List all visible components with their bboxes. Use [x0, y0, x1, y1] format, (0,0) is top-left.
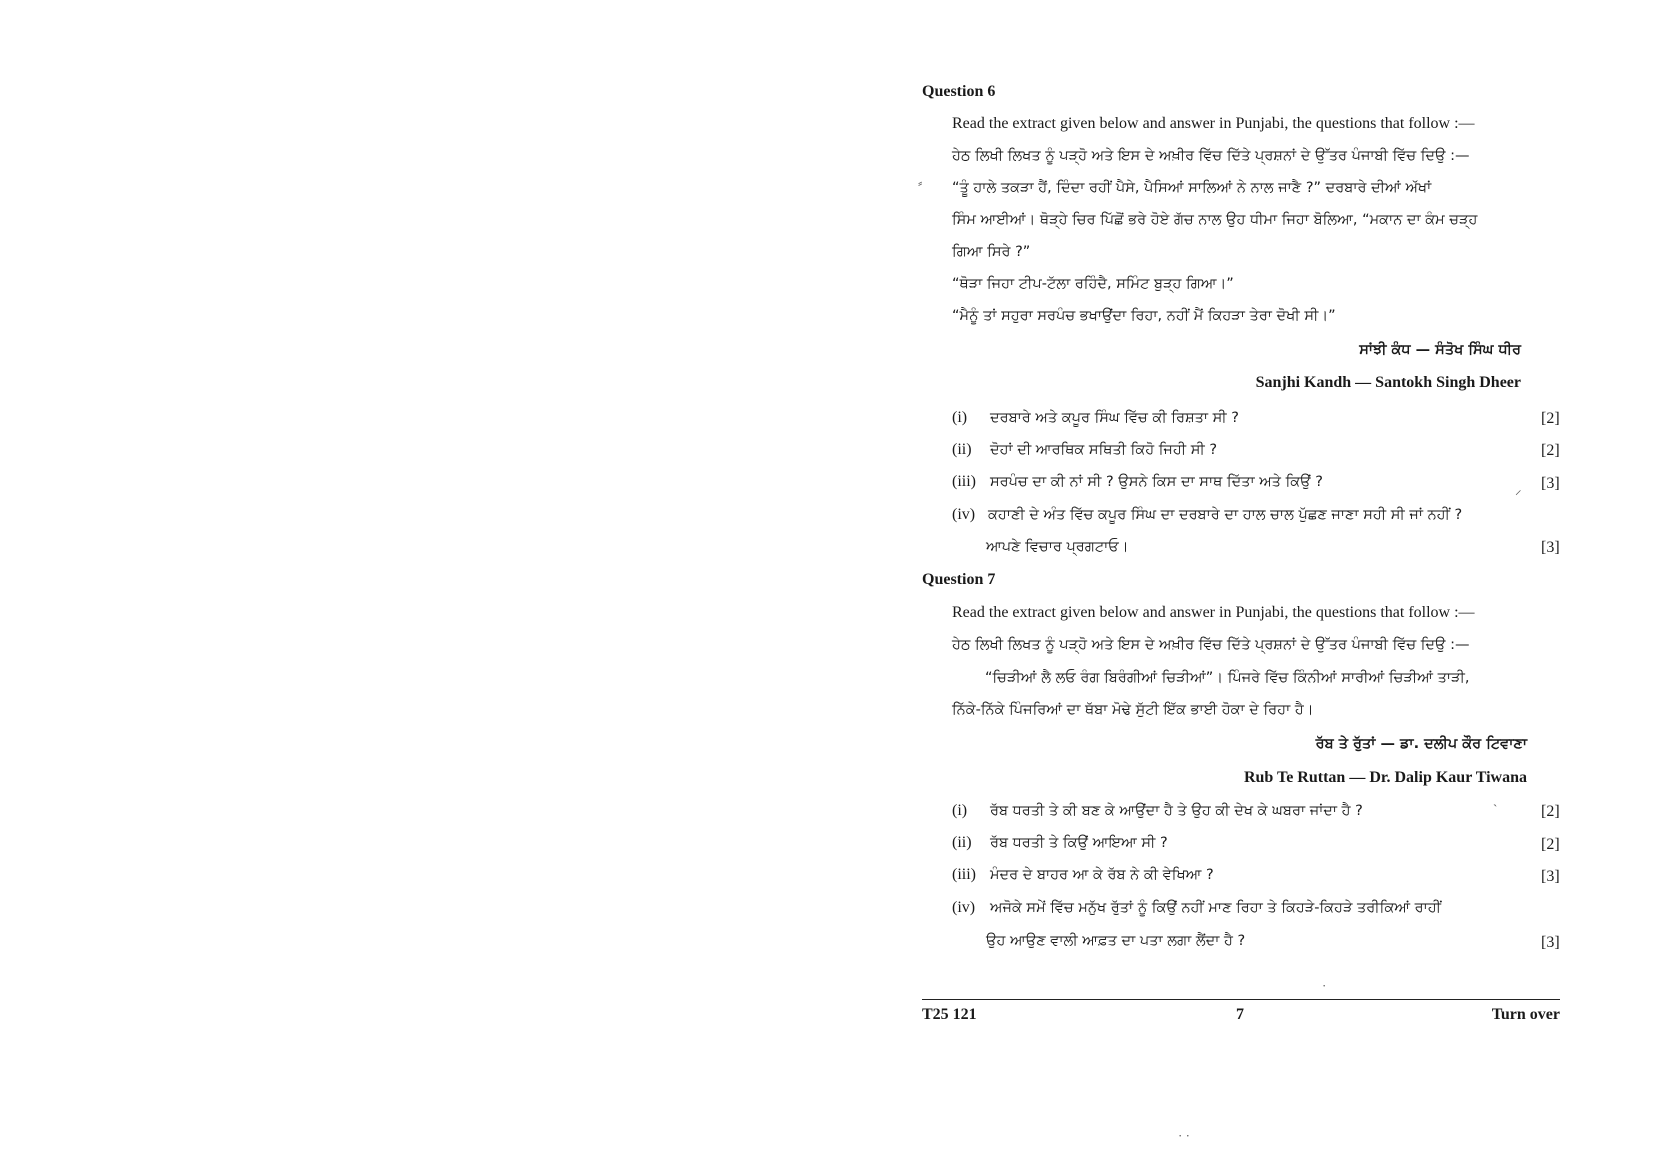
q6-question-number: (iv): [952, 506, 976, 523]
q7-question-text: ਰੱਬ ਧਰਤੀ ਤੇ ਕਿਉਂ ਆਇਆ ਸੀ ?: [990, 835, 1168, 851]
q7-question-marks: [3]: [1541, 868, 1560, 885]
q7-question-text: ਅਜੋਕੇ ਸਮੇਂ ਵਿੱਚ ਮਨੁੱਖ ਰੁੱਤਾਂ ਨੂੰ ਕਿਉਂ ਨਹੀਂ ਮਾਣ ਰਿਹਾ ਤੇ ਕਿਹੜੇ-ਕਿਹੜੇ ਤਰੀਕਿਆਂ ਰਾਹੀਂ: [990, 900, 1442, 916]
q6-extract-line: ਗਿਆ ਸਿਰੇ ?”: [952, 244, 1031, 260]
q6-extract-line: “ਥੋੜਾ ਜਿਹਾ ਟੀਪ-ਟੱਲਾ ਰਹਿੰਦੈ, ਸਮਿੰਟ ਬੁੜ੍ਹ ਗਿਆ।”: [952, 276, 1234, 292]
q6-question-number: (iii): [952, 473, 976, 490]
q6-question-text: ਸਰਪੰਚ ਦਾ ਕੀ ਨਾਂ ਸੀ ? ਉਸਨੇ ਕਿਸ ਦਾ ਸਾਥ ਦਿੱਤਾ ਅਤੇ ਕਿਉਂ ?: [990, 474, 1323, 490]
q6-instruction-punjabi: ਹੇਠ ਲਿਖੀ ਲਿਖਤ ਨੂੰ ਪੜ੍ਹੋ ਅਤੇ ਇਸ ਦੇ ਅਖ਼ੀਰ ਵਿੱਚ ਦਿੱਤੇ ਪ੍ਰਸ਼ਨਾਂ ਦੇ ਉੱਤਰ ਪੰਜਾਬੀ ਵਿੱਚ ਦਿਉ :—: [952, 148, 1470, 164]
q6-extract-line: ਸਿੰਮ ਆਈਆਂ। ਥੋੜ੍ਹੇ ਚਿਰ ਪਿੱਛੋਂ ਭਰੇ ਹੋਏ ਗੱਚ ਨਾਲ ਉਹ ਧੀਮਾ ਜਿਹਾ ਬੋਲਿਆ, “ਮਕਾਨ ਦਾ ਕੰਮ ਚੜ੍ਹ: [952, 212, 1478, 228]
q7-question-number: (iii): [952, 866, 976, 883]
q7-instruction-punjabi: ਹੇਠ ਲਿਖੀ ਲਿਖਤ ਨੂੰ ਪੜ੍ਹੋ ਅਤੇ ਇਸ ਦੇ ਅਖ਼ੀਰ ਵਿੱਚ ਦਿੱਤੇ ਪ੍ਰਸ਼ਨਾਂ ਦੇ ਉੱਤਰ ਪੰਜਾਬੀ ਵਿੱਚ ਦਿਉ :—: [952, 637, 1470, 653]
q6-question-marks: [3]: [1541, 475, 1560, 492]
q6-extract-line: “ਮੈਨੂੰ ਤਾਂ ਸਹੁਰਾ ਸਰਪੰਚ ਭਖਾਉਂਦਾ ਰਿਹਾ, ਨਹੀਂ ਮੈਂ ਕਿਹੜਾ ਤੇਰਾ ਦੋਖੀ ਸੀ।”: [952, 308, 1336, 324]
q7-question-marks: [2]: [1541, 836, 1560, 853]
q6-question-marks: [3]: [1541, 539, 1560, 556]
q6-question-text: ਦਰਬਾਰੇ ਅਤੇ ਕਪੂਰ ਸਿੰਘ ਵਿੱਚ ਕੀ ਰਿਸ਼ਤਾ ਸੀ ?: [990, 410, 1239, 426]
scan-speck: · ·: [1178, 1128, 1190, 1143]
q7-extract-line: “ਚਿੜੀਆਂ ਲੈ ਲਓ ਰੰਗ ਬਿਰੰਗੀਆਂ ਚਿੜੀਆਂ”। ਪਿੰਜਰੇ ਵਿੱਚ ਕਿੰਨੀਆਂ ਸਾਰੀਆਂ ਚਿੜੀਆਂ ਤਾੜੀ,: [985, 670, 1470, 686]
q7-question-text: ਰੱਬ ਧਰਤੀ ਤੇ ਕੀ ਬਣ ਕੇ ਆਉਂਦਾ ਹੈ ਤੇ ਉਹ ਕੀ ਦੇਖ ਕੇ ਘਬਰਾ ਜਾਂਦਾ ਹੈ ?: [990, 803, 1363, 819]
q6-source-english: Sanjhi Kandh — Santokh Singh Dheer: [1255, 374, 1521, 391]
q7-question-marks: [3]: [1541, 934, 1560, 951]
q7-question-marks: [2]: [1541, 803, 1560, 820]
q6-question-text-continued: ਆਪਣੇ ਵਿਚਾਰ ਪ੍ਰਗਟਾਓ।: [986, 539, 1129, 555]
q6-question-text: ਦੋਹਾਂ ਦੀ ਆਰਥਿਕ ਸਥਿਤੀ ਕਿਹੋ ਜਿਹੀ ਸੀ ?: [990, 442, 1218, 458]
paper-code: T25 121: [922, 1006, 977, 1023]
q6-question-marks: [2]: [1541, 410, 1560, 427]
q7-question-number: (iv): [952, 899, 976, 916]
q7-question-text-continued: ਉਹ ਆਉਣ ਵਾਲੀ ਆਫ਼ਤ ਦਾ ਪਤਾ ਲਗਾ ਲੈਂਦਾ ਹੈ ?: [986, 933, 1246, 949]
page-number: 7: [1236, 1006, 1244, 1023]
turn-over-label: Turn over: [1491, 1006, 1560, 1023]
q7-source-punjabi: ਰੱਬ ਤੇ ਰੁੱਤਾਂ — ਡਾ. ਦਲੀਪ ਕੌਰ ਟਿਵਾਣਾ: [1315, 736, 1527, 752]
q6-question-number: (ii): [952, 441, 972, 458]
q6-source-punjabi: ਸਾਂਝੀ ਕੰਧ — ਸੰਤੋਖ ਸਿੰਘ ਧੀਰ: [1359, 342, 1521, 358]
scan-speck: ⸗: [918, 175, 923, 190]
question-6-heading: Question 6: [922, 83, 996, 100]
q6-question-text: ਕਹਾਣੀ ਦੇ ਅੰਤ ਵਿੱਚ ਕਪੂਰ ਸਿੰਘ ਦਾ ਦਰਬਾਰੇ ਦਾ ਹਾਲ ਚਾਲ ਪੁੱਛਣ ਜਾਣਾ ਸਹੀ ਸੀ ਜਾਂ ਨਹੀਂ ?: [988, 507, 1463, 523]
q6-extract-line: “ਤੂੰ ਹਾਲੇ ਤਕੜਾ ਹੈਂ, ਦਿੰਦਾ ਰਹੀਂ ਪੈਸੇ, ਪੈਸਿਆਂ ਸਾਲਿਆਂ ਨੇ ਨਾਲ ਜਾਣੈ ?” ਦਰਬਾਰੇ ਦੀਆਂ ਅੱਖਾਂ: [952, 180, 1432, 196]
scan-speck: ·: [1322, 978, 1327, 993]
scan-speck: ˏ: [1493, 792, 1498, 807]
q7-question-text: ਮੰਦਰ ਦੇ ਬਾਹਰ ਆ ਕੇ ਰੱਬ ਨੇ ਕੀ ਵੇਖਿਆ ?: [990, 867, 1214, 883]
q7-instruction-english: Read the extract given below and answer in Punjabi, the questions that follow :—: [952, 604, 1475, 621]
q7-source-english: Rub Te Ruttan — Dr. Dalip Kaur Tiwana: [1243, 769, 1527, 786]
scan-speck: ⸝: [1515, 482, 1522, 497]
q7-question-number: (i): [952, 802, 968, 819]
q6-question-number: (i): [952, 409, 968, 426]
footer-rule: [922, 999, 1560, 1000]
question-7-heading: Question 7: [922, 571, 996, 588]
q7-question-number: (ii): [952, 834, 972, 851]
q7-extract-line: ਨਿੱਕੇ-ਨਿੱਕੇ ਪਿੰਜਰਿਆਂ ਦਾ ਥੱਬਾ ਮੋਢੇ ਸੁੱਟੀ ਇੱਕ ਭਾਈ ਹੋਕਾ ਦੇ ਰਿਹਾ ਹੈ।: [952, 702, 1314, 718]
q6-question-marks: [2]: [1541, 442, 1560, 459]
q6-instruction-english: Read the extract given below and answer in Punjabi, the questions that follow :—: [952, 115, 1475, 132]
